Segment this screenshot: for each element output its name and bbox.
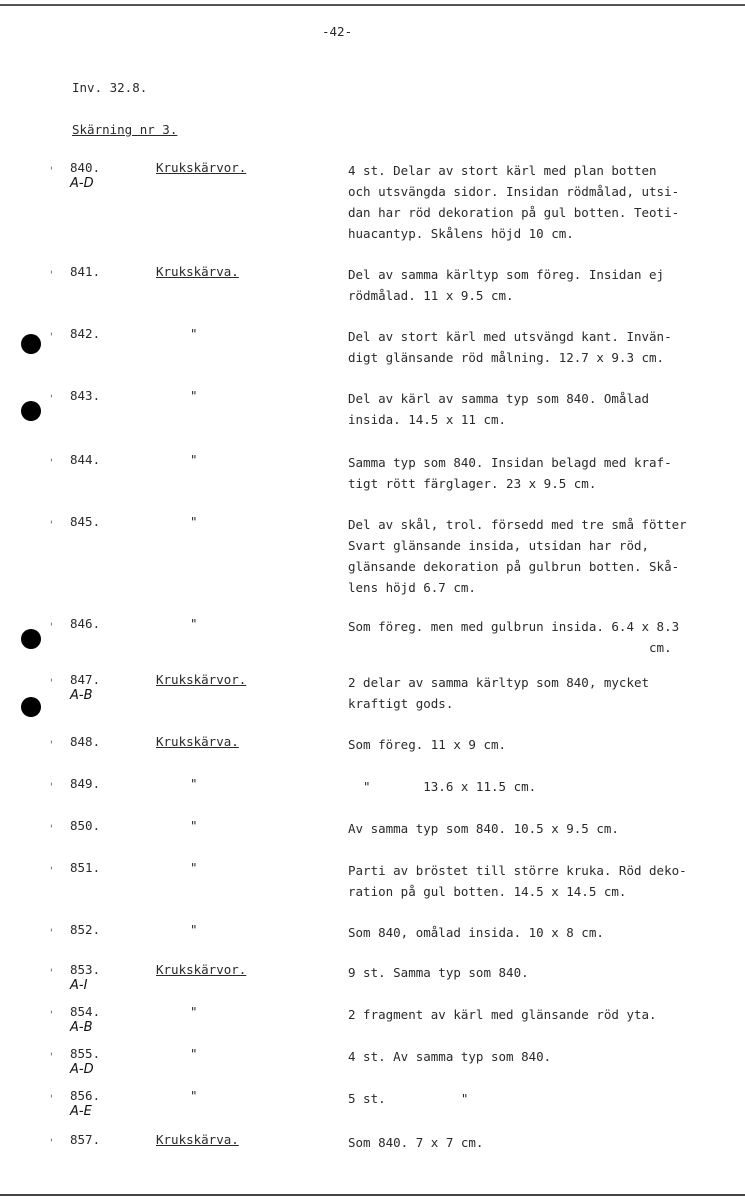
check-mark: ˌ	[48, 774, 55, 787]
check-mark: ˌ	[48, 158, 55, 171]
description-line: cm.	[348, 640, 672, 655]
check-mark: ˌ	[48, 732, 55, 745]
entry-description	[348, 922, 738, 943]
description-line: 9 st. Samma typ som 840.	[348, 965, 529, 980]
entry-description	[348, 860, 738, 902]
entry-number: 854.	[70, 1004, 101, 1019]
description-line: " 13.6 x 11.5 cm.	[348, 779, 537, 794]
check-mark: ˌ	[48, 1044, 55, 1057]
entry-number: 844.	[70, 452, 101, 467]
check-mark: ˌ	[48, 386, 55, 399]
handwritten-annotation: A-I	[70, 978, 88, 993]
entry-description	[348, 616, 738, 658]
check-mark: ˌ	[48, 670, 55, 683]
entry-title: Krukskärva.	[156, 264, 239, 279]
description-line: Del av skål, trol. försedd med tre små fötter	[348, 517, 687, 532]
entry-description	[348, 514, 738, 598]
description-line: Svart glänsande insida, utsidan har röd,	[348, 538, 650, 553]
entry-description	[348, 672, 738, 714]
section-heading: Skärning nr 3.	[72, 122, 178, 137]
entry-title: Krukskärvor.	[156, 160, 247, 175]
entry-number: 849.	[70, 776, 101, 791]
description-line: Som 840, omålad insida. 10 x 8 cm.	[348, 925, 604, 940]
entry-description	[348, 264, 738, 306]
entry-number: 848.	[70, 734, 101, 749]
description-line: Samma typ som 840. Insidan belagd med kraf-	[348, 455, 672, 470]
description-line: Som föreg. men med gulbrun insida. 6.4 x 8.3	[348, 619, 680, 634]
entry-number: 840.	[70, 160, 101, 175]
description-line: insida. 14.5 x 11 cm.	[348, 412, 507, 427]
description-line: digt glänsande röd målning. 12.7 x 9.3 cm.	[348, 350, 665, 365]
description-line: Som 840. 7 x 7 cm.	[348, 1135, 484, 1150]
handwritten-annotation: A-D	[70, 1062, 94, 1077]
page-number: -42-	[322, 24, 353, 39]
entry-title: "	[190, 818, 198, 833]
description-line: lens höjd 6.7 cm.	[348, 580, 476, 595]
check-mark: ˌ	[48, 858, 55, 871]
entry-number: 841.	[70, 264, 101, 279]
entry-description	[348, 452, 738, 494]
description-line: Av samma typ som 840. 10.5 x 9.5 cm.	[348, 821, 619, 836]
check-mark: ˌ	[48, 1130, 55, 1143]
entry-number: 842.	[70, 326, 101, 341]
description-line: glänsande dekoration på gulbrun botten. Skå-	[348, 559, 680, 574]
description-line: kraftigt gods.	[348, 696, 454, 711]
entry-number: 850.	[70, 818, 101, 833]
description-line: 4 st. Delar av stort kärl med plan botten	[348, 163, 657, 178]
check-mark: ˌ	[48, 450, 55, 463]
description-line: Del av stort kärl med utsvängd kant. Invän-	[348, 329, 672, 344]
top-rule	[0, 4, 745, 6]
description-line: 2 delar av samma kärltyp som 840, mycket	[348, 675, 650, 690]
description-line: Del av kärl av samma typ som 840. Omålad	[348, 391, 650, 406]
hole-punch-2	[21, 401, 41, 421]
hole-punch-3	[21, 629, 41, 649]
entry-description	[348, 1046, 738, 1067]
entry-title: "	[190, 388, 198, 403]
check-mark: ˌ	[48, 1086, 55, 1099]
entry-number: 852.	[70, 922, 101, 937]
check-mark: ˌ	[48, 262, 55, 275]
entry-description	[348, 1088, 738, 1109]
hole-punch-1	[21, 334, 41, 354]
entry-description	[348, 160, 738, 244]
check-mark: ˌ	[48, 960, 55, 973]
entry-title: "	[190, 1046, 198, 1061]
check-mark: ˌ	[48, 324, 55, 337]
entry-number: 853.	[70, 962, 101, 977]
description-line: huacantyp. Skålens höjd 10 cm.	[348, 226, 574, 241]
handwritten-annotation: A-E	[70, 1104, 92, 1119]
entry-title: "	[190, 326, 198, 341]
entry-number: 851.	[70, 860, 101, 875]
entry-title: "	[190, 1088, 198, 1103]
entry-description	[348, 818, 738, 839]
description-line: Parti av bröstet till större kruka. Röd dekо-	[348, 863, 687, 878]
check-mark: ˌ	[48, 614, 55, 627]
entry-title: "	[190, 1004, 198, 1019]
entry-description	[348, 326, 738, 368]
entry-number: 845.	[70, 514, 101, 529]
entry-title: "	[190, 776, 198, 791]
entry-title: Krukskärvor.	[156, 962, 247, 977]
description-line: ration på gul botten. 14.5 x 14.5 cm.	[348, 884, 627, 899]
entry-title: "	[190, 860, 198, 875]
check-mark: ˌ	[48, 920, 55, 933]
inventory-number: Inv. 32.8.	[72, 80, 148, 95]
description-line: Del av samma kärltyp som föreg. Insidan ej	[348, 267, 665, 282]
entry-title: Krukskärvor.	[156, 672, 247, 687]
check-mark: ˌ	[48, 512, 55, 525]
entry-number: 843.	[70, 388, 101, 403]
entry-description	[348, 1132, 738, 1153]
description-line: rödmålad. 11 x 9.5 cm.	[348, 288, 514, 303]
entry-description	[348, 962, 738, 983]
entry-title: Krukskärva.	[156, 1132, 239, 1147]
entry-number: 857.	[70, 1132, 101, 1147]
description-line: 4 st. Av samma typ som 840.	[348, 1049, 552, 1064]
handwritten-annotation: A-B	[70, 1020, 93, 1035]
entry-title: "	[190, 452, 198, 467]
entry-title: Krukskärva.	[156, 734, 239, 749]
entry-title: "	[190, 616, 198, 631]
description-line: dan har röd dekoration på gul botten. Teoti-	[348, 205, 680, 220]
entry-title: "	[190, 922, 198, 937]
check-mark: ˌ	[48, 816, 55, 829]
entry-number: 856.	[70, 1088, 101, 1103]
entry-number: 846.	[70, 616, 101, 631]
hole-punch-4	[21, 697, 41, 717]
entry-description	[348, 776, 738, 797]
entry-description	[348, 734, 738, 755]
check-mark: ˌ	[48, 1002, 55, 1015]
handwritten-annotation: A-D	[70, 176, 94, 191]
description-line: 5 st. "	[348, 1091, 469, 1106]
description-line: tigt rött färglager. 23 x 9.5 cm.	[348, 476, 597, 491]
entry-number: 855.	[70, 1046, 101, 1061]
description-line: och utsvängda sidor. Insidan rödmålad, utsi-	[348, 184, 680, 199]
entry-number: 847.	[70, 672, 101, 687]
description-line: Som föreg. 11 x 9 cm.	[348, 737, 507, 752]
entry-description	[348, 1004, 738, 1025]
handwritten-annotation: A-B	[70, 688, 93, 703]
entry-title: "	[190, 514, 198, 529]
description-line: 2 fragment av kärl med glänsande röd yta.	[348, 1007, 657, 1022]
entry-description	[348, 388, 738, 430]
bottom-rule	[0, 1194, 745, 1196]
